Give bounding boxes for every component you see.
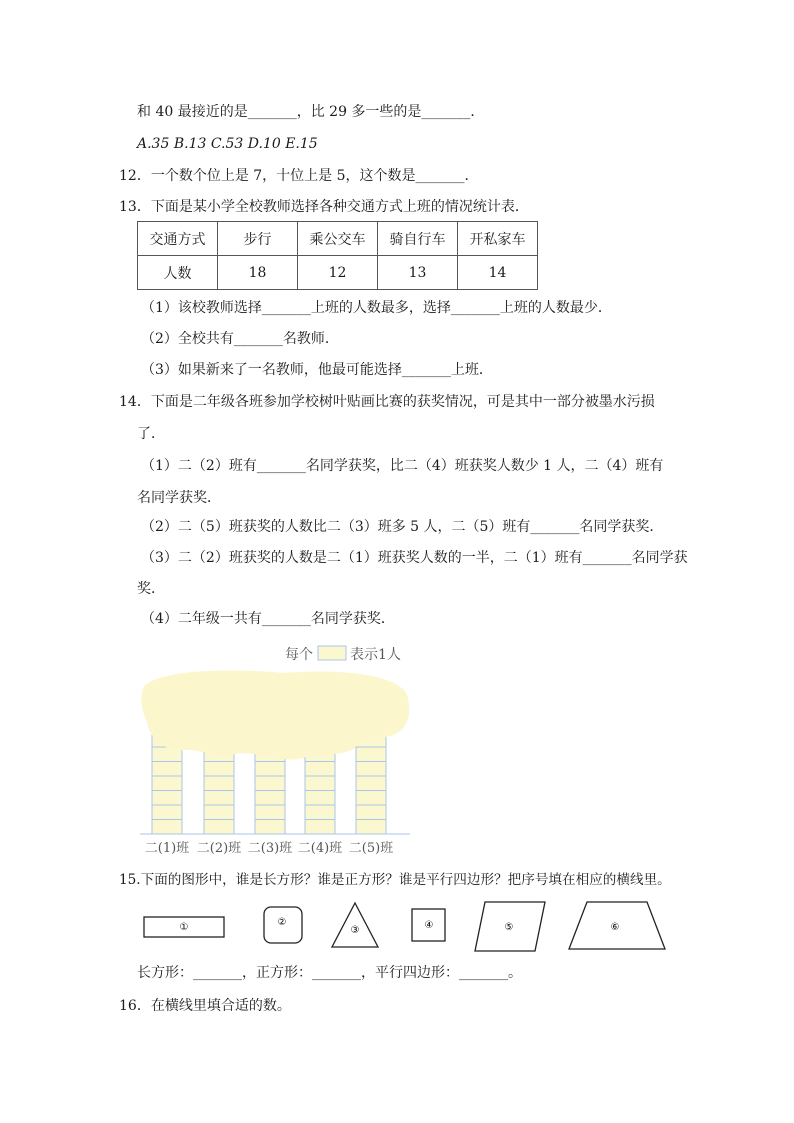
pictograph-block <box>255 791 285 806</box>
class-label: 二(1)班 <box>144 841 190 856</box>
q15-answer: 长方形：_______，正方形：_______，平行四边形：_______。 <box>137 965 522 981</box>
pictograph-block <box>305 820 335 835</box>
pictograph-block <box>152 762 182 777</box>
q13-sub3: （3）如果新来了一名教师，他最可能选择_______上班． <box>141 362 493 378</box>
class-label: 二(2)班 <box>196 841 242 856</box>
q11-options: A.35 B.13 C.53 D.10 E.15 <box>137 136 318 152</box>
pictograph-block <box>204 776 234 791</box>
pictograph-block <box>255 776 285 791</box>
pictograph-block <box>204 762 234 777</box>
table-header-cell: 开私家车 <box>458 222 538 256</box>
pictograph-block <box>152 791 182 806</box>
table-header-cell: 乘公交车 <box>298 222 378 256</box>
q14-sub1-cont: 名同学获奖． <box>137 490 221 506</box>
pictograph-block <box>356 791 386 806</box>
table-row <box>138 222 538 256</box>
table-cell: 13 <box>378 256 458 290</box>
table-cell: 18 <box>218 256 298 290</box>
shape-label: ⑥ <box>610 922 620 933</box>
shape-label: ⑤ <box>504 922 514 933</box>
q12-text: 12．一个数个位上是 7，十位上是 5，这个数是_______． <box>119 168 479 184</box>
q14-sub4: （4）二年级一共有_______名同学获奖． <box>141 611 395 627</box>
pictograph-block <box>305 791 335 806</box>
table-cell: 人数 <box>138 256 218 290</box>
transport-table <box>137 221 538 290</box>
pictograph-block <box>305 762 335 777</box>
class-labels <box>145 841 393 856</box>
pictograph-block <box>152 820 182 835</box>
shape-label: ③ <box>350 925 360 936</box>
q16-text: 16．在横线里填合适的数。 <box>119 998 291 1014</box>
pictograph-block <box>356 805 386 820</box>
class-label: 二(4)班 <box>297 841 343 856</box>
shapes-row <box>135 893 675 955</box>
legend-suffix: 表示1人 <box>350 647 401 663</box>
pictograph-block <box>255 762 285 777</box>
shape-label: ① <box>179 922 189 933</box>
shape-label: ④ <box>424 920 434 931</box>
pictograph-block <box>204 805 234 820</box>
q13-sub2: （2）全校共有_______名教师． <box>141 331 339 347</box>
award-pictograph <box>135 640 415 862</box>
pictograph-block <box>305 805 335 820</box>
pictograph-block <box>204 791 234 806</box>
class-label: 二(5)班 <box>348 841 394 856</box>
pictograph-block <box>356 762 386 777</box>
q15-title: 15.下面的图形中，谁是长方形？谁是正方形？谁是平行四边形？把序号填在相应的横线里。 <box>119 872 671 888</box>
q11-line: 和 40 最接近的是_______，比 29 多一些的是_______． <box>137 104 485 120</box>
pictograph-block <box>356 776 386 791</box>
pictograph-block <box>152 776 182 791</box>
table-cell: 12 <box>298 256 378 290</box>
pictograph-block <box>255 805 285 820</box>
pictograph-block <box>356 820 386 835</box>
q13-title: 13．下面是某小学全校教师选择各种交通方式上班的情况统计表． <box>119 199 529 215</box>
shape-label: ② <box>277 917 287 928</box>
q14-title: 14．下面是二年级各班参加学校树叶贴画比赛的获奖情况，可是其中一部分被墨水污损 <box>119 394 655 410</box>
table-header-cell: 步行 <box>218 222 298 256</box>
q14-sub2: （2）二（5）班获奖的人数比二（3）班多 5 人，二（5）班有_______名同学获奖． <box>141 519 664 535</box>
legend-block <box>318 646 346 660</box>
table-row <box>138 256 538 290</box>
pictograph-block <box>255 820 285 835</box>
q13-sub1: （1）该校教师选择_______上班的人数最多，选择_______上班的人数最少． <box>141 300 612 316</box>
pictograph-block <box>305 776 335 791</box>
pictograph-block <box>204 820 234 835</box>
pictograph-block <box>356 747 386 762</box>
pictograph-block <box>152 805 182 820</box>
q14-title-cont: 了． <box>137 426 165 442</box>
table-header-cell: 交通方式 <box>138 222 218 256</box>
q14-sub1: （1）二（2）班有_______名同学获奖，比二（4）班获奖人数少 1 人，二（4）班有 <box>141 458 664 474</box>
q14-sub3: （3）二（2）班获奖的人数是二（1）班获奖人数的一半，二（1）班有_______名同学获 <box>141 550 688 566</box>
table-header-cell: 骑自行车 <box>378 222 458 256</box>
table-cell: 14 <box>458 256 538 290</box>
q14-sub3-cont: 奖． <box>137 581 165 597</box>
class-label: 二(3)班 <box>247 841 293 856</box>
legend-prefix: 每个 <box>285 647 313 663</box>
